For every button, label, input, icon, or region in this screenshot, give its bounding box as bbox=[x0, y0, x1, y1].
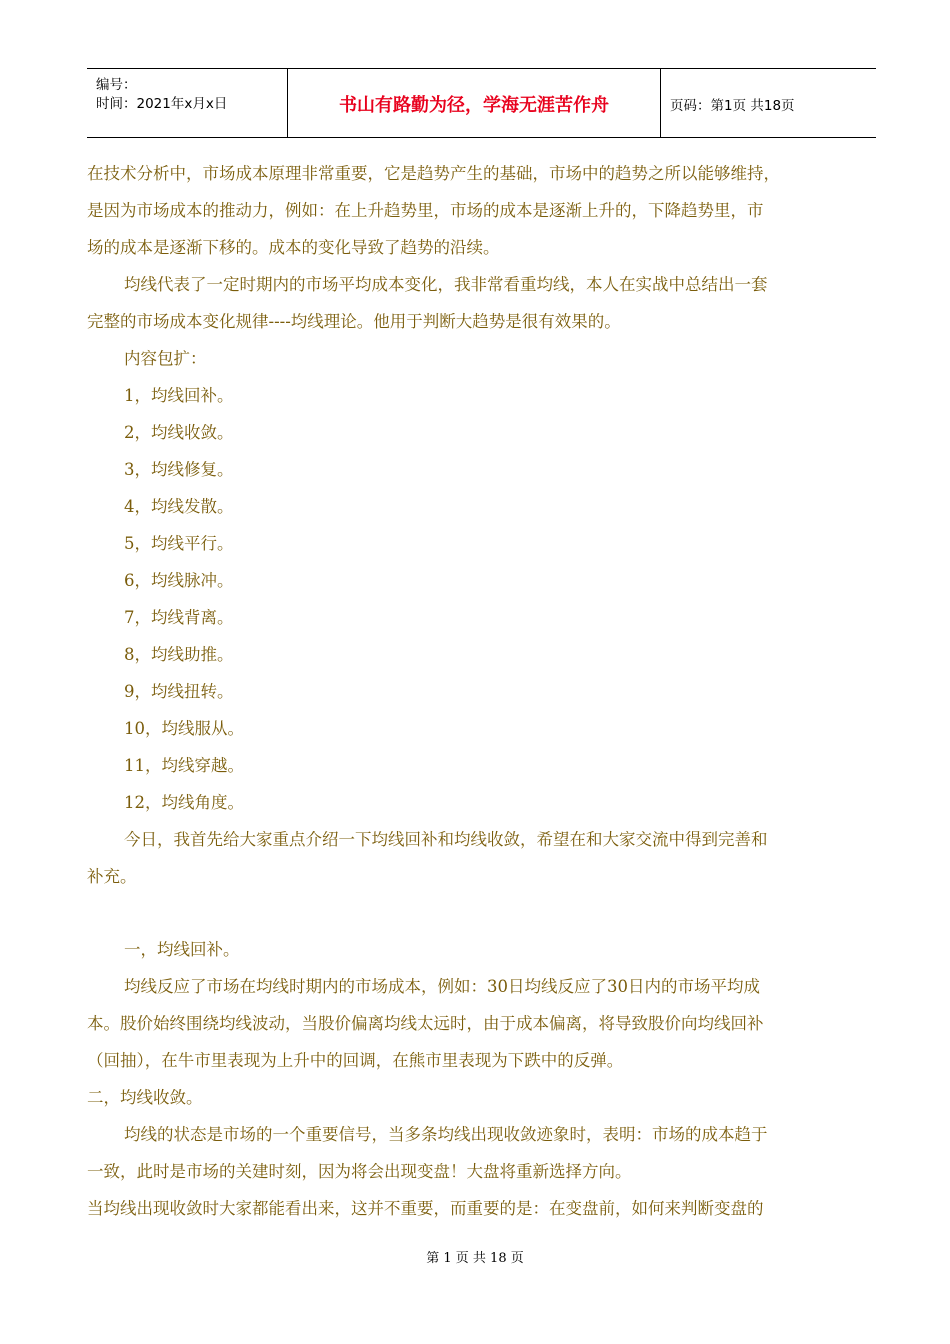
motto-title: 书山有路勤为径，学海无涯苦作舟 bbox=[339, 95, 609, 116]
body-line: 均线代表了一定时期内的市场平均成本变化，我非常看重均线，本人在实战中总结出一套 bbox=[124, 275, 768, 294]
body-line: 在技术分析中，市场成本原理非常重要，它是趋势产生的基础，市场中的趋势之所以能够维持， bbox=[87, 164, 780, 183]
header-page-cell bbox=[661, 69, 876, 137]
body-line: 是因为市场成本的推动力，例如：在上升趋势里，市场的成本是逐渐上升的，下降趋势里，市 bbox=[87, 201, 764, 220]
list-item: 8，均线助推。 bbox=[124, 645, 234, 664]
header-info-cell bbox=[87, 69, 288, 137]
list-item: 1，均线回补。 bbox=[124, 386, 234, 405]
body-line: 今日，我首先给大家重点介绍一下均线回补和均线收敛，希望在和大家交流中得到完善和 bbox=[124, 830, 768, 849]
section-title: 二，均线收敛。 bbox=[87, 1088, 203, 1107]
list-item: 12，均线角度。 bbox=[124, 793, 244, 812]
list-item: 9，均线扭转。 bbox=[124, 682, 234, 701]
section-title: 一，均线回补。 bbox=[124, 940, 240, 959]
document-body bbox=[87, 155, 876, 1227]
list-item: 5，均线平行。 bbox=[124, 534, 234, 553]
serial-label: 编号： bbox=[96, 77, 137, 93]
body-line: 补充。 bbox=[87, 867, 137, 886]
body-line: 一致，此时是市场的关建时刻，因为将会出现变盘！大盘将重新选择方向。 bbox=[87, 1162, 632, 1181]
header-motto-cell bbox=[288, 69, 661, 137]
list-item: 2，均线收敛。 bbox=[124, 423, 234, 442]
page-header bbox=[87, 68, 876, 138]
list-item: 7，均线背离。 bbox=[124, 608, 234, 627]
contents-label: 内容包扩： bbox=[124, 349, 207, 368]
body-line: 均线反应了市场在均线时期内的市场成本，例如：30日均线反应了30日内的市场平均成 bbox=[124, 977, 760, 996]
header-page-info: 页码：第1页 共18页 bbox=[670, 98, 795, 114]
list-item: 11，均线穿越。 bbox=[124, 756, 244, 775]
blank-line bbox=[87, 895, 876, 931]
body-line: 完整的市场成本变化规律----均线理论。他用于判断大趋势是很有效果的。 bbox=[87, 312, 621, 331]
list-item: 4，均线发散。 bbox=[124, 497, 234, 516]
body-line: （回抽），在牛市里表现为上升中的回调，在熊市里表现为下跌中的反弹。 bbox=[87, 1051, 624, 1070]
list-item: 3，均线修复。 bbox=[124, 460, 234, 479]
page-footer: 第 1 页 共 18 页 bbox=[426, 1251, 524, 1266]
body-line: 本。股价始终围绕均线波动，当股价偏离均线太远时，由于成本偏离，将导致股价向均线回补 bbox=[87, 1014, 764, 1033]
list-item: 10，均线服从。 bbox=[124, 719, 244, 738]
body-line: 场的成本是逐渐下移的。成本的变化导致了趋势的沿续。 bbox=[87, 238, 500, 257]
body-line: 均线的状态是市场的一个重要信号，当多条均线出现收敛迹象时，表明：市场的成本趋于 bbox=[124, 1125, 768, 1144]
body-line: 当均线出现收敛时大家都能看出来，这并不重要，而重要的是：在变盘前，如何来判断变盘的 bbox=[87, 1199, 764, 1218]
date-label: 时间：2021年x月x日 bbox=[96, 96, 228, 112]
list-item: 6，均线脉冲。 bbox=[124, 571, 234, 590]
